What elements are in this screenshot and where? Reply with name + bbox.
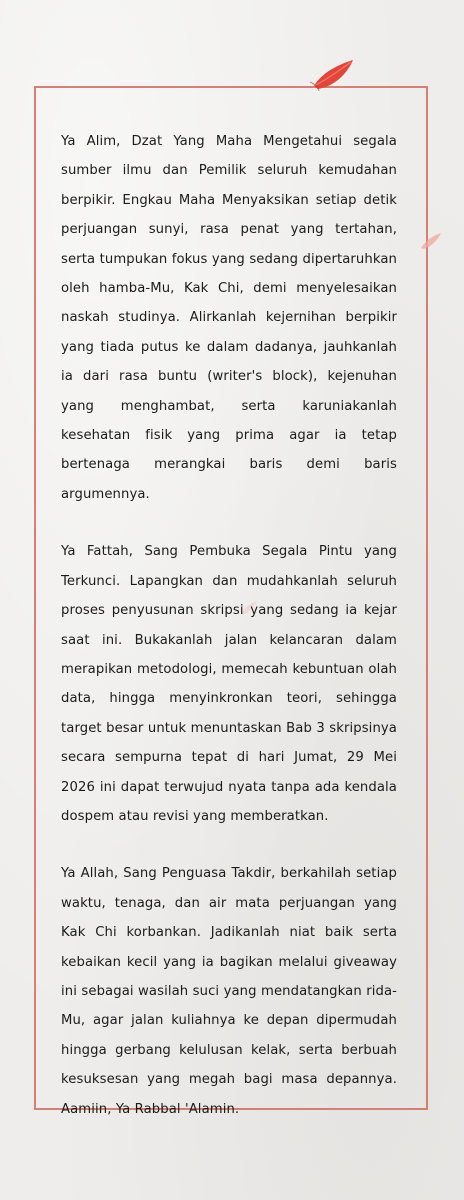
prayer-text — [61, 127, 397, 1124]
prayer-paragraph-1: Ya Alim, Dzat Yang Maha Mengetahui segala sumber ilmu dan Pemilik seluruh kemudahan berpikir. Engkau Maha Menyaksikan setiap detik perjuangan sunyi, rasa penat yang tertahan, serta tumpukan fokus yang sedang dipertaruhkan oleh hamba-Mu, Kak Chi, demi menyelesaikan naskah studinya. Alirkanlah kejernihan berpikir yang tiada putus ke dalam dadanya, jauhkanlah ia dari rasa buntu (writer's block), kejenuhan yang menghambat, serta karuniakanlah kesehatan fisik yang prima agar ia tetap bertenaga merangkai baris demi baris argumennya. — [61, 134, 397, 502]
prayer-paragraph-3: Ya Allah, Sang Penguasa Takdir, berkahilah setiap waktu, tenaga, dan air mata perjuangan yang Kak Chi korbankan. Jadikanlah niat baik serta kebaikan kecil yang ia bagikan melalui giveaway ini sebagai wasilah suci yang mendatangkan rida-Mu, agar jalan kuliahnya ke depan dipermudah hingga gerbang kelulusan kelak, serta berbuah kesuksesan yang megah bagi masa depannya. Aamiin, Ya Rabbal 'Alamin. — [61, 866, 397, 1117]
petal-small-icon — [418, 230, 444, 252]
prayer-paragraph-2: Ya Fattah, Sang Pembuka Segala Pintu yang Terkunci. Lapangkan dan mudahkanlah seluruh proses penyusunan skripsi yang sedang ia kejar saat ini. Bukakanlah jalan kelancaran dalam merapikan metodologi, memecah kebuntuan olah data, hingga menyinkronkan teori, sehingga target besar untuk menuntaskan Bab 3 skripsinya secara sempurna tepat di hari Jumat, 29 Mei 2026 ini dapat terwujud nyata tanpa ada kendala dospem atau revisi yang memberatkan. — [61, 544, 397, 824]
petal-large-icon — [306, 56, 356, 94]
